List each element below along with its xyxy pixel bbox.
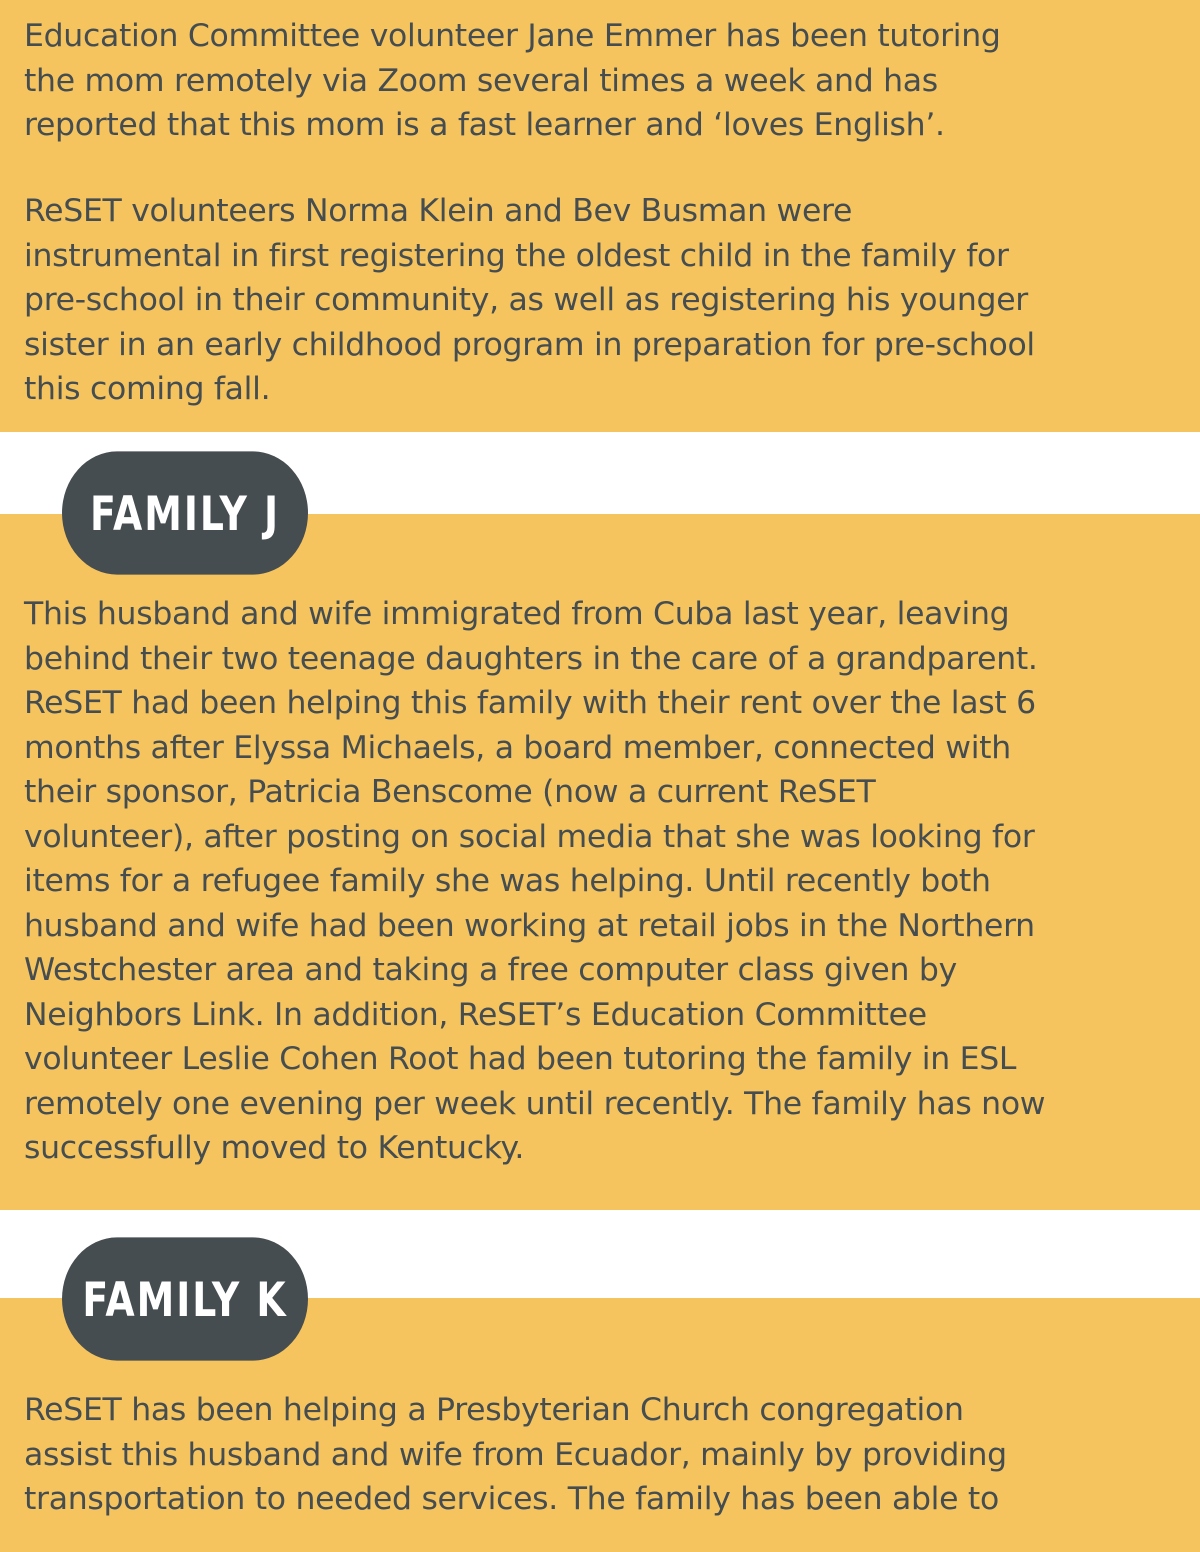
top-paragraph-1: Education Committee volunteer Jane Emmer has been tutoring the mom remotely via Zoom several times a week and has reported that this mom is a fast learner and ‘loves English’.	[24, 18, 1001, 143]
top-paragraph-2: ReSET volunteers Norma Klein and Bev Busman were instrumental in first registering the oldest child in the family for pre-school in their community, as well as registering his younger sister in an early childhood program in preparation for pre-school this coming fall.	[24, 193, 1035, 407]
family-k-heading: FAMILY K	[62, 1237, 308, 1360]
family-j-heading: FAMILY J	[62, 451, 308, 574]
top-section-band	[0, 0, 1200, 432]
family-j-band	[0, 514, 1200, 1210]
family-j-body: This husband and wife immigrated from Cuba last year, leaving behind their two teenage daughters in the care of a grandparent. ReSET had been helping this family with their rent over the last 6 months after Elyssa Michaels, a board member, connected with their sponsor, Patricia Benscome (now a current ReSET volunteer), after posting on social media that she was looking for items for a refugee family she was helping. Until recently both husband and wife had been working at retail jobs in the Northern Westchester area and taking a free computer class given by Neighbors Link. In addition, ReSET’s Education Committee volunteer Leslie Cohen Root had been tutoring the family in ESL remotely one evening per week until recently. The family has now successfully moved to Kentucky.	[24, 596, 1046, 1166]
family-k-body: ReSET has been helping a Presbyterian Church congregation assist this husband and wife from Ecuador, mainly by providing transportation to needed services. The family has been able to	[24, 1392, 1007, 1517]
